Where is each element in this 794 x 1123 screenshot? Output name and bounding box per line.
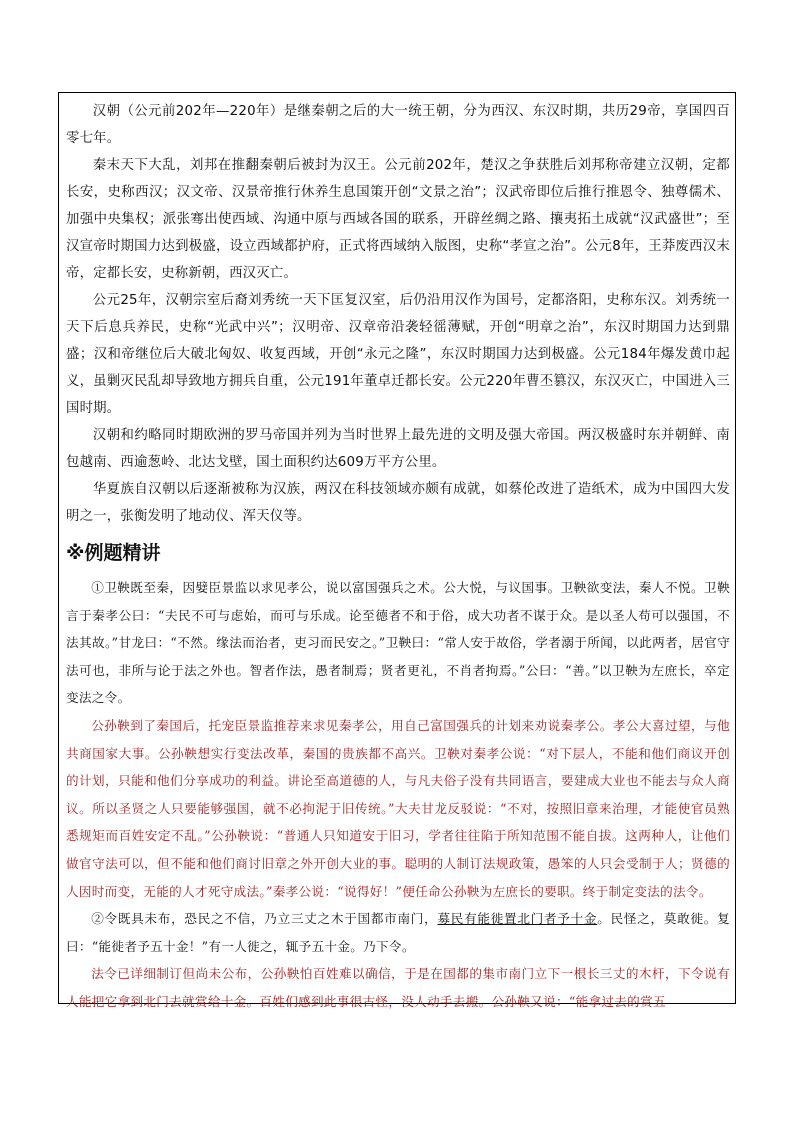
history-section	[66, 98, 730, 530]
history-paragraph-4: 汉朝和约略同时期欧洲的罗马帝国并列为当时世界上最先进的文明及强大帝国。两汉极盛时东并朝鲜、南包越南、西逾葱岭、北达戈壁，国土面积约达609万平方公里。	[66, 428, 730, 470]
history-paragraph-5: 华夏族自汉朝以后逐渐被称为汉族，两汉在科技领域亦颇有成就，如蔡伦改进了造纸术，成为中国四大发明之一，张衡发明了地动仪、浑天仪等。	[66, 482, 730, 524]
question-2-text-post: 。民怪之，莫敢徙。复曰：“能徙者予五十金！”有一人徙之，辄予五十金。乃下令。	[66, 911, 730, 954]
document-content	[66, 98, 730, 1016]
section-title: ※例题精讲	[66, 542, 161, 564]
question-2-text-pre: ②令既具未布，恐民之不信，乃立三丈之木于国都市南门，	[91, 911, 438, 927]
question-2-underlined-text: 募民有能徙置北门者予十金	[437, 911, 598, 927]
example-question-2	[66, 905, 730, 960]
example-translation-1: 公孙鞅到了秦国后，托宠臣景监推荐来求见秦孝公，用自己富国强兵的计划来劝说秦孝公。孝公大喜过望，与他共商国家大事。公孙鞅想实行变法改革，秦国的贵族都不高兴。卫鞅对秦孝公说：“对下层人，不能和他们商议开创的计划，只能和他们分享成功的利益。讲论至高道德的人，与凡夫俗子没有共同语言，要建成大业也不能去与众人商议。所以圣贤之人只要能够强国，就不必拘泥于旧传统。”大夫甘龙反驳说：“不对，按照旧章来治理，才能使官员熟悉规矩而百姓安定不乱。”公孙鞅说：“普通人只知道安于旧习，学者往往陷于所知范围不能自拔。这两种人，让他们做官守法可以，但不能和他们商讨旧章之外开创大业的事。聪明的人制订法规政策，愚笨的人只会受制于人；贤德的人因时而变，无能的人才死守成法。”秦孝公说：“说得好！”便任命公孙鞅为左庶长的要职。终于制定变法的法令。	[66, 717, 730, 899]
history-paragraph-2: 秦末天下大乱，刘邦在推翻秦朝后被封为汉王。公元前202年，楚汉之争获胜后刘邦称帝建立汉朝，定都长安，史称西汉；汉文帝、汉景帝推行休养生息国策开创“文景之治”；汉武帝即位后推行推恩令、独尊儒术、加强中央集权；派张骞出使西域、沟通中原与西域各国的联系，开辟丝绸之路、攘夷拓土成就“汉武盛世”；至汉宣帝时期国力达到极盛，设立西域都护府，正式将西域纳入版图，史称“孝宣之治”。公元8年，王莽废西汉末帝，定都长安，史称新朝，西汉灭亡。	[66, 158, 730, 281]
history-paragraph-3: 公元25年，汉朝宗室后裔刘秀统一天下匡复汉室，后仍沿用汉作为国号，定都洛阳，史称东汉。刘秀统一天下后息兵养民，史称“光武中兴”；汉明帝、汉章帝沿袭轻徭薄赋，开创“明章之治”，东汉时期国力达到鼎盛；汉和帝继位后大破北匈奴、收复西域，开创“永元之隆”，东汉时期国力达到极盛。公元184年爆发黄巾起义，虽剿灭民乱却导致地方拥兵自重，公元191年董卓迁都长安。公元220年曹丕篡汉，东汉灭亡，中国进入三国时期。	[66, 293, 730, 416]
example-section	[66, 574, 730, 1016]
history-paragraph-1: 汉朝（公元前202年—220年）是继秦朝之后的大一统王朝，分为西汉、东汉时期，共历29帝，享国四百零七年。	[66, 104, 730, 146]
example-question-1: ①卫鞅既至秦，因嬖臣景监以求见孝公，说以富国强兵之术。公大悦，与议国事。卫鞅欲变法，秦人不悦。卫鞅言于秦孝公曰：“夫民不可与虑始，而可与乐成。论至德者不和于俗，成大功者不谋于众。是以圣人苟可以强国，不法其故。”甘龙曰：“不然。缘法而治者，吏习而民安之。”卫鞅曰：“常人安于故俗，学者溺于所闻，以此两者，居官守法可也，非所与论于法之外也。智者作法，愚者制焉；贤者更礼，不肖者拘焉。”公曰：“善。”以卫鞅为左庶长，卒定变法之令。	[66, 580, 730, 706]
example-translation-2: 法令已详细制订但尚未公布，公孙鞅怕百姓难以确信，于是在国都的集市南门立下一根长三丈的木杆，下令说有人能把它拿到北门去就赏给十金。百姓们感到此事很古怪，没人动手去搬。公孙鞅又说：“能拿过去的赏五	[66, 966, 730, 1009]
